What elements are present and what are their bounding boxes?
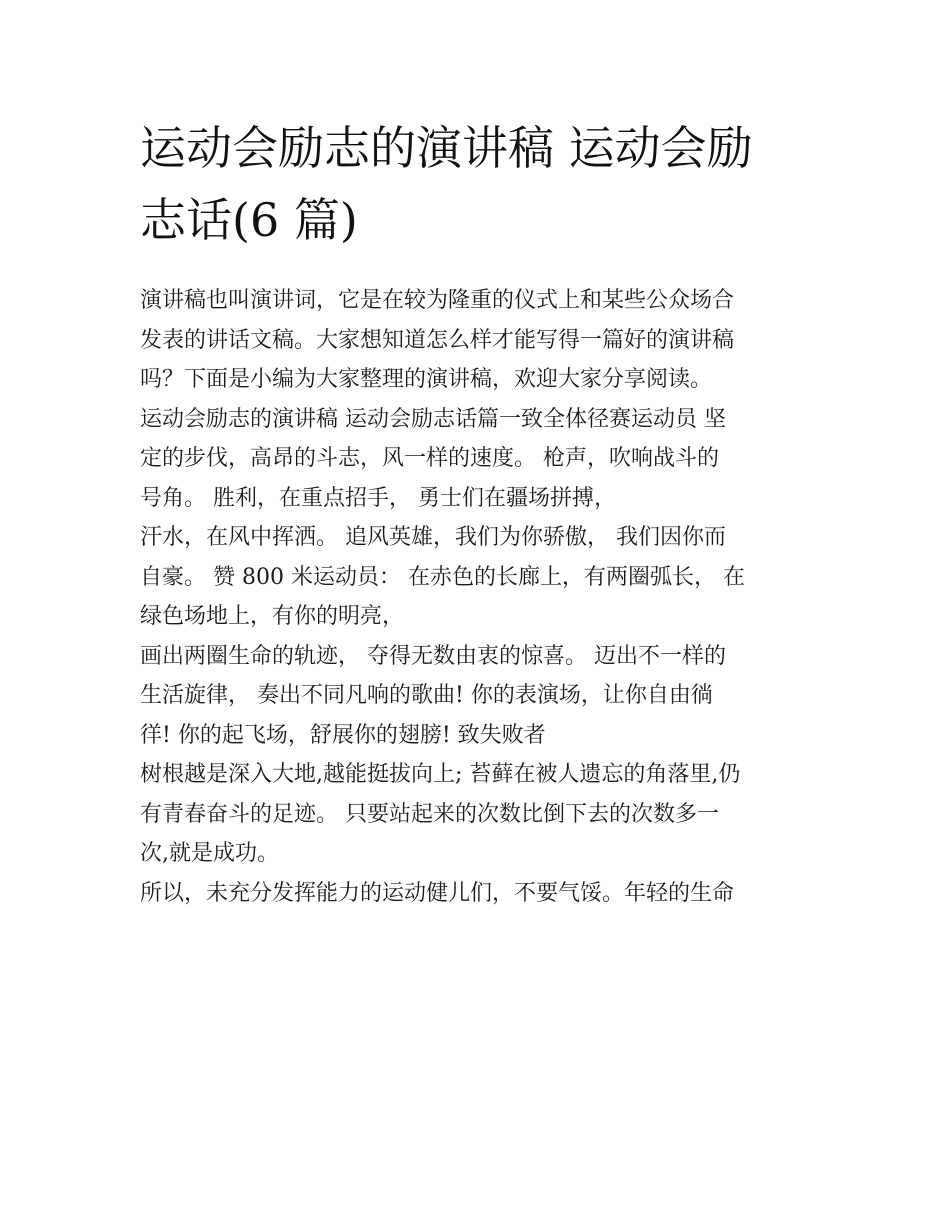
text-line: 次,就是成功。	[140, 841, 279, 866]
text-line: 发表的讲话文稿。大家想知道怎么样才能写得一篇好的演讲稿	[140, 327, 735, 353]
text-line: 吗？下面是小编为大家整理的演讲稿，欢迎大家分享阅读。	[140, 367, 713, 392]
text-line: 有青春奋斗的足迹。 只要站起来的次数比倒下去的次数多一	[140, 801, 719, 827]
paragraph	[140, 637, 830, 756]
text-line: 汗水，在风中挥洒。 追风英雄，我们为你骄傲， 我们因你而	[140, 525, 726, 550]
paragraph	[140, 400, 830, 519]
document-body	[140, 281, 830, 913]
document-title	[140, 112, 820, 256]
text-line: 树根越是深入大地,越能挺拔向上; 苔藓在被人遗忘的角落里,仍	[140, 762, 741, 787]
text-line: 画出两圈生命的轨迹， 夺得无数由衷的惊喜。 迈出不一样的	[140, 643, 726, 669]
paragraph	[140, 874, 830, 914]
title-line: 志话(6 篇)	[140, 193, 358, 247]
text-line: 所以，未充分发挥能力的运动健儿们，不要气馁。年轻的生命	[140, 880, 735, 906]
text-line: 绿色场地上，有你的明亮，	[140, 604, 405, 629]
title-line: 运动会励志的演讲稿 运动会励	[140, 121, 753, 175]
paragraph	[140, 281, 830, 400]
paragraph	[140, 518, 830, 637]
text-line: 号角。 胜利，在重点招手， 勇士们在疆场拼搏，	[140, 485, 616, 511]
text-line: 徉! 你的起飞场，舒展你的翅膀! 致失败者	[140, 722, 546, 748]
text-line: 定的步伐，高昂的斗志，风一样的速度。 枪声，吹响战斗的	[140, 446, 719, 471]
text-line: 演讲稿也叫演讲词，它是在较为隆重的仪式上和某些公众场合	[140, 288, 735, 313]
text-line: 运动会励志的演讲稿 运动会励志话篇一致全体径赛运动员 坚	[140, 406, 726, 432]
text-line: 生活旋律， 奏出不同凡响的歌曲! 你的表演场，让你自由徜	[140, 683, 713, 708]
paragraph	[140, 755, 830, 874]
text-line: 自豪。 赞 800 米运动员： 在赤色的长廊上，有两圈弧长， 在	[140, 564, 745, 590]
